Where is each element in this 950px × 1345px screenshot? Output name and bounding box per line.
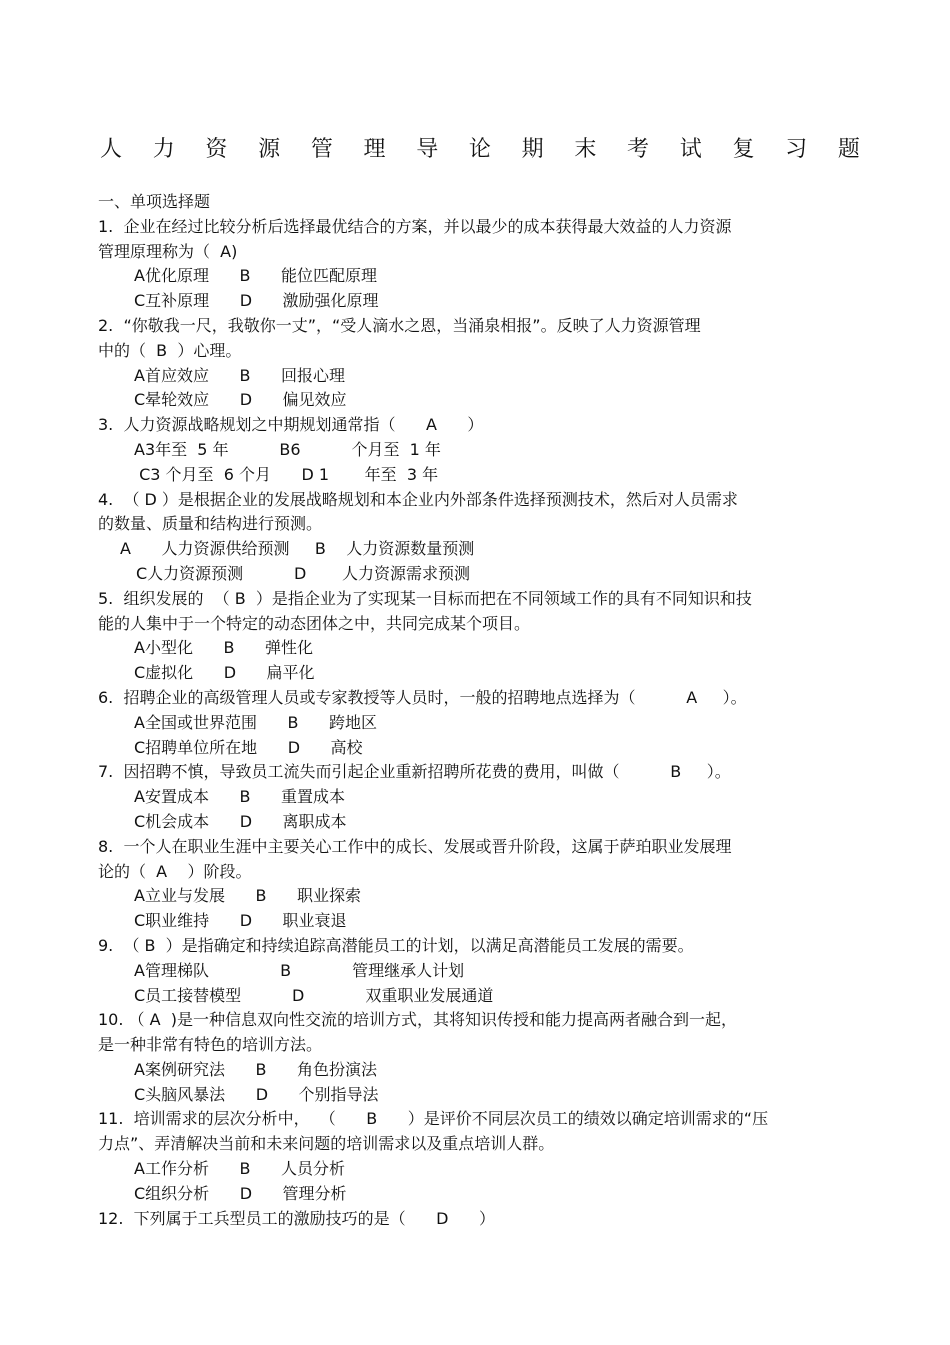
title-char: 导 — [416, 137, 439, 162]
options-line: A首应效应 B 回报心理 — [134, 365, 345, 385]
question-line: 4. （ D ）是根据企业的发展战略规划和本企业内外部条件选择预测技术，然后对人员需求 — [98, 489, 738, 509]
options-line: A安置成本 B 重置成本 — [134, 787, 345, 807]
title-char: 源 — [258, 137, 281, 162]
question-line: 10. （ A )是一种信息双向性交流的培训方式，其将知识传授和能力提高两者融合到一起， — [98, 1010, 737, 1030]
question-line: 11. 培训需求的层次分析中， （ B ）是评价不同层次员工的绩效以确定培训需求的“压 — [98, 1109, 769, 1129]
page-title — [100, 132, 860, 163]
title-char: 考 — [627, 137, 650, 162]
question-cont-line: 是一种非常有特色的培训方法。 — [98, 1035, 323, 1055]
options-line: A立业与发展 B 职业探索 — [134, 886, 361, 906]
title-char: 期 — [521, 137, 544, 162]
question-cont-line: 论的（ A ）阶段。 — [98, 861, 252, 881]
question-line: 9. （ B ）是指确定和持续追踪高潜能员工的计划，以满足高潜能员工发展的需要。 — [98, 935, 694, 955]
question-line: 1. 企业在经过比较分析后选择最优结合的方案，并以最少的成本获得最大效益的人力资源 — [98, 216, 732, 236]
title-char: 管 — [310, 137, 333, 162]
question-line: 8. 一个人在职业生涯中主要关心工作中的成长、发展或晋升阶段，这属于萨珀职业发展理 — [98, 836, 732, 856]
options-line: C互补原理 D 激励强化原理 — [134, 291, 379, 311]
question-line: 5. 组织发展的 （ B ）是指企业为了实现某一目标而把在不同领域工作的具有不同知识和技 — [98, 588, 752, 608]
options-line: C虚拟化 D 扁平化 — [134, 663, 315, 683]
options-line: A 人力资源供给预测 B 人力资源数量预测 — [120, 539, 475, 559]
question-cont-line: 力点”、弄清解决当前和未来问题的培训需求以及重点培训人群。 — [98, 1134, 555, 1154]
options-line: A管理梯队 B 管理继承人计划 — [134, 960, 465, 980]
title-char: 复 — [732, 137, 755, 162]
options-line: A工作分析 B 人员分析 — [134, 1159, 345, 1179]
options-line: C头脑风暴法 D 个别指导法 — [134, 1084, 379, 1104]
options-line: A小型化 B 弹性化 — [134, 638, 313, 658]
title-char: 论 — [468, 137, 491, 162]
options-line: A案例研究法 B 角色扮演法 — [134, 1059, 377, 1079]
document-body — [98, 190, 838, 1231]
options-line: C3 个月至 6 个月 D 1 年至 3 年 — [134, 464, 439, 484]
question-cont-line: 的数量、质量和结构进行预测。 — [98, 514, 323, 534]
options-line: C招聘单位所在地 D 高校 — [134, 737, 363, 757]
options-line: A优化原理 B 能位匹配原理 — [134, 266, 377, 286]
question-line: 6. 招聘企业的高级管理人员或专家教授等人员时，一般的招聘地点选择为（ A ）。 — [98, 687, 747, 707]
options-line: C人力资源预测 D 人力资源需求预测 — [136, 563, 470, 583]
title-char: 习 — [785, 137, 808, 162]
title-char: 人 — [100, 137, 123, 162]
options-line: C员工接替模型 D 双重职业发展通道 — [134, 985, 494, 1005]
options-line: C晕轮效应 D 偏见效应 — [134, 390, 347, 410]
options-line: C职业维持 D 职业衰退 — [134, 911, 347, 931]
options-line: A全国或世界范围 B 跨地区 — [134, 712, 377, 732]
title-char: 理 — [363, 137, 386, 162]
question-cont-line: 能的人集中于一个特定的动态团体之中，共同完成某个项目。 — [98, 613, 531, 633]
question-line: 2. “你敬我一尺，我敬你一丈”，“受人滴水之恩，当涌泉相报”。反映了人力资源管理 — [98, 315, 701, 335]
options-line: C组织分析 D 管理分析 — [134, 1183, 347, 1203]
title-char: 末 — [574, 137, 597, 162]
title-char: 力 — [152, 137, 175, 162]
options-line: A3年至 5 年 B6 个月至 1 年 — [134, 439, 441, 459]
options-line: C机会成本 D 离职成本 — [134, 811, 347, 831]
question-cont-line: 中的（ B ）心理。 — [98, 340, 242, 360]
section-heading-line: 一、单项选择题 — [98, 192, 211, 211]
question-line: 12. 下列属于工兵型员工的激励技巧的是（ D ） — [98, 1208, 495, 1228]
title-char: 资 — [205, 137, 228, 162]
title-char: 试 — [679, 137, 702, 162]
title-char: 题 — [837, 137, 860, 162]
question-cont-line: 管理原理称为（ A) — [98, 241, 238, 261]
question-line: 3. 人力资源战略规划之中期规划通常指（ A ） — [98, 415, 484, 435]
question-line: 7. 因招聘不慎，导致员工流失而引起企业重新招聘所花费的费用，叫做（ B ）。 — [98, 762, 731, 782]
